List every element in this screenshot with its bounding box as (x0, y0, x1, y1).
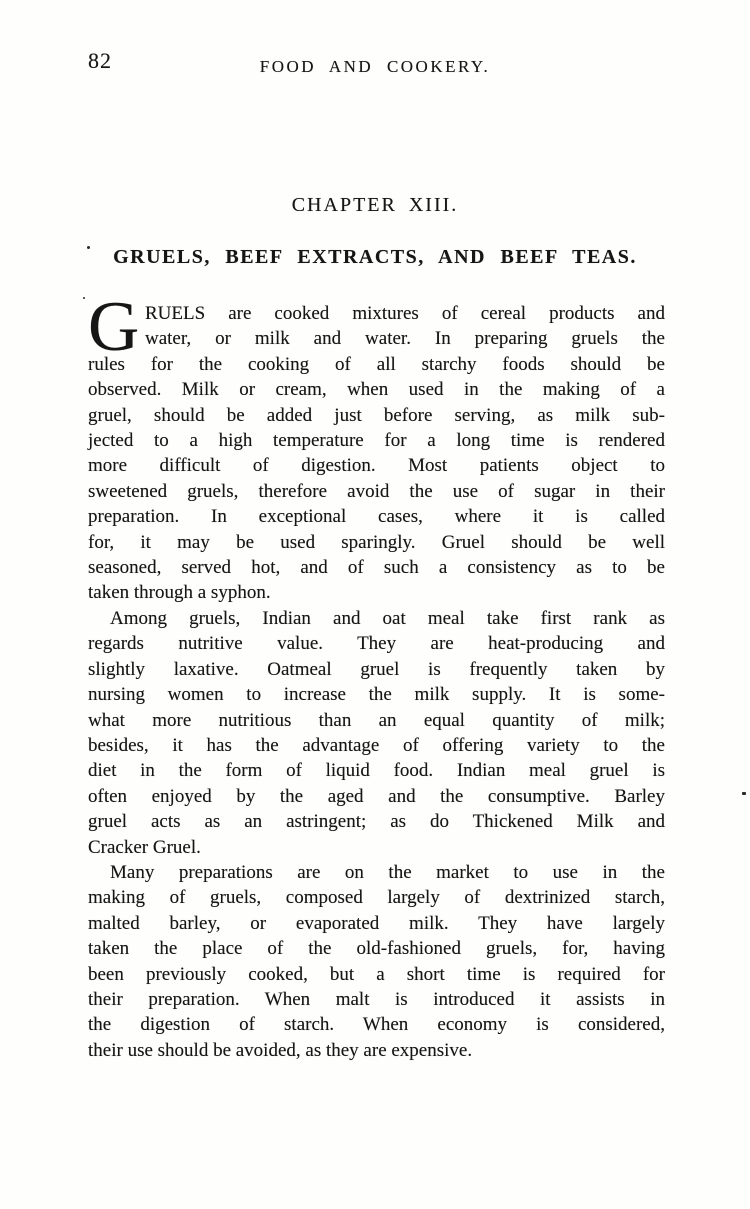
text-line: rules for the cooking of all starchy foods should be (88, 353, 665, 375)
text-line: regards nutritive value. They are heat-producing and (88, 633, 665, 655)
text-line: slightly laxative. Oatmeal gruel is frequently taken by (88, 658, 665, 680)
text-line: more difficult of digestion. Most patients object to (88, 455, 665, 477)
drop-cap: G (88, 288, 140, 366)
text-line: malted barley, or evaporated milk. They have largely (88, 912, 665, 934)
paragraph-lines (88, 288, 665, 606)
paragraph-3 (88, 860, 665, 1063)
page-number: 82 (88, 48, 112, 73)
text-line: seasoned, served hot, and of such a consistency as to be (88, 557, 665, 579)
text-line: been previously cooked, but a short time is required for (88, 963, 665, 985)
text-line: their preparation. When malt is introduced it assists in (88, 988, 665, 1010)
text-line: taken the place of the old-fashioned gruels, for, having (88, 938, 665, 960)
text-line: making of gruels, composed largely of dextrinized starch, (88, 887, 665, 909)
ink-speck (83, 297, 85, 299)
text-line: Among gruels, Indian and oat meal take first rank as (110, 607, 665, 629)
ink-speck (87, 246, 90, 249)
text-line: jected to a high temperature for a long time is rendered (88, 430, 665, 452)
text-line: RUELS are cooked mixtures of cereal products and (145, 303, 665, 324)
text-line: gruel acts as an astringent; as do Thickened Milk and (88, 811, 665, 833)
text-line: besides, it has the advantage of offering variety to the (88, 734, 665, 756)
text-line: water, or milk and water. In preparing gruels the (145, 328, 665, 350)
paragraph-lines (88, 860, 665, 1063)
text-line: observed. Milk or cream, when used in the making of a (88, 379, 665, 401)
paragraph-lines (88, 606, 665, 860)
text-line: preparation. In exceptional cases, where it is called (88, 506, 665, 528)
running-head: FOOD AND COOKERY. (259, 57, 491, 76)
text-line: sweetened gruels, therefore avoid the use of sugar in their (88, 480, 665, 502)
section-title: GRUELS, BEEF EXTRACTS, AND BEEF TEAS. (113, 246, 637, 268)
text-line: what more nutritious than an equal quantity of milk; (88, 709, 665, 731)
text-line: Cracker Gruel. (88, 836, 201, 858)
text-line: taken through a syphon. (88, 582, 271, 604)
text-line: often enjoyed by the aged and the consumptive. Barley (88, 785, 665, 807)
chapter-heading: CHAPTER XIII. (291, 194, 459, 216)
text-line: the digestion of starch. When economy is considered, (88, 1014, 665, 1036)
body-text (88, 288, 665, 1063)
text-line: nursing women to increase the milk supply. It is some- (88, 684, 665, 706)
text-line: Many preparations are on the market to use in the (110, 861, 665, 883)
text-line: for, it may be used sparingly. Gruel should be well (88, 531, 665, 553)
paragraph-1 (88, 288, 665, 606)
text-line: gruel, should be added just before serving, as milk sub- (88, 404, 665, 426)
ink-speck (742, 792, 746, 795)
paragraph-2 (88, 606, 665, 860)
text-line: their use should be avoided, as they are expensive. (88, 1039, 473, 1061)
text-line: diet in the form of liquid food. Indian meal gruel is (88, 760, 665, 782)
